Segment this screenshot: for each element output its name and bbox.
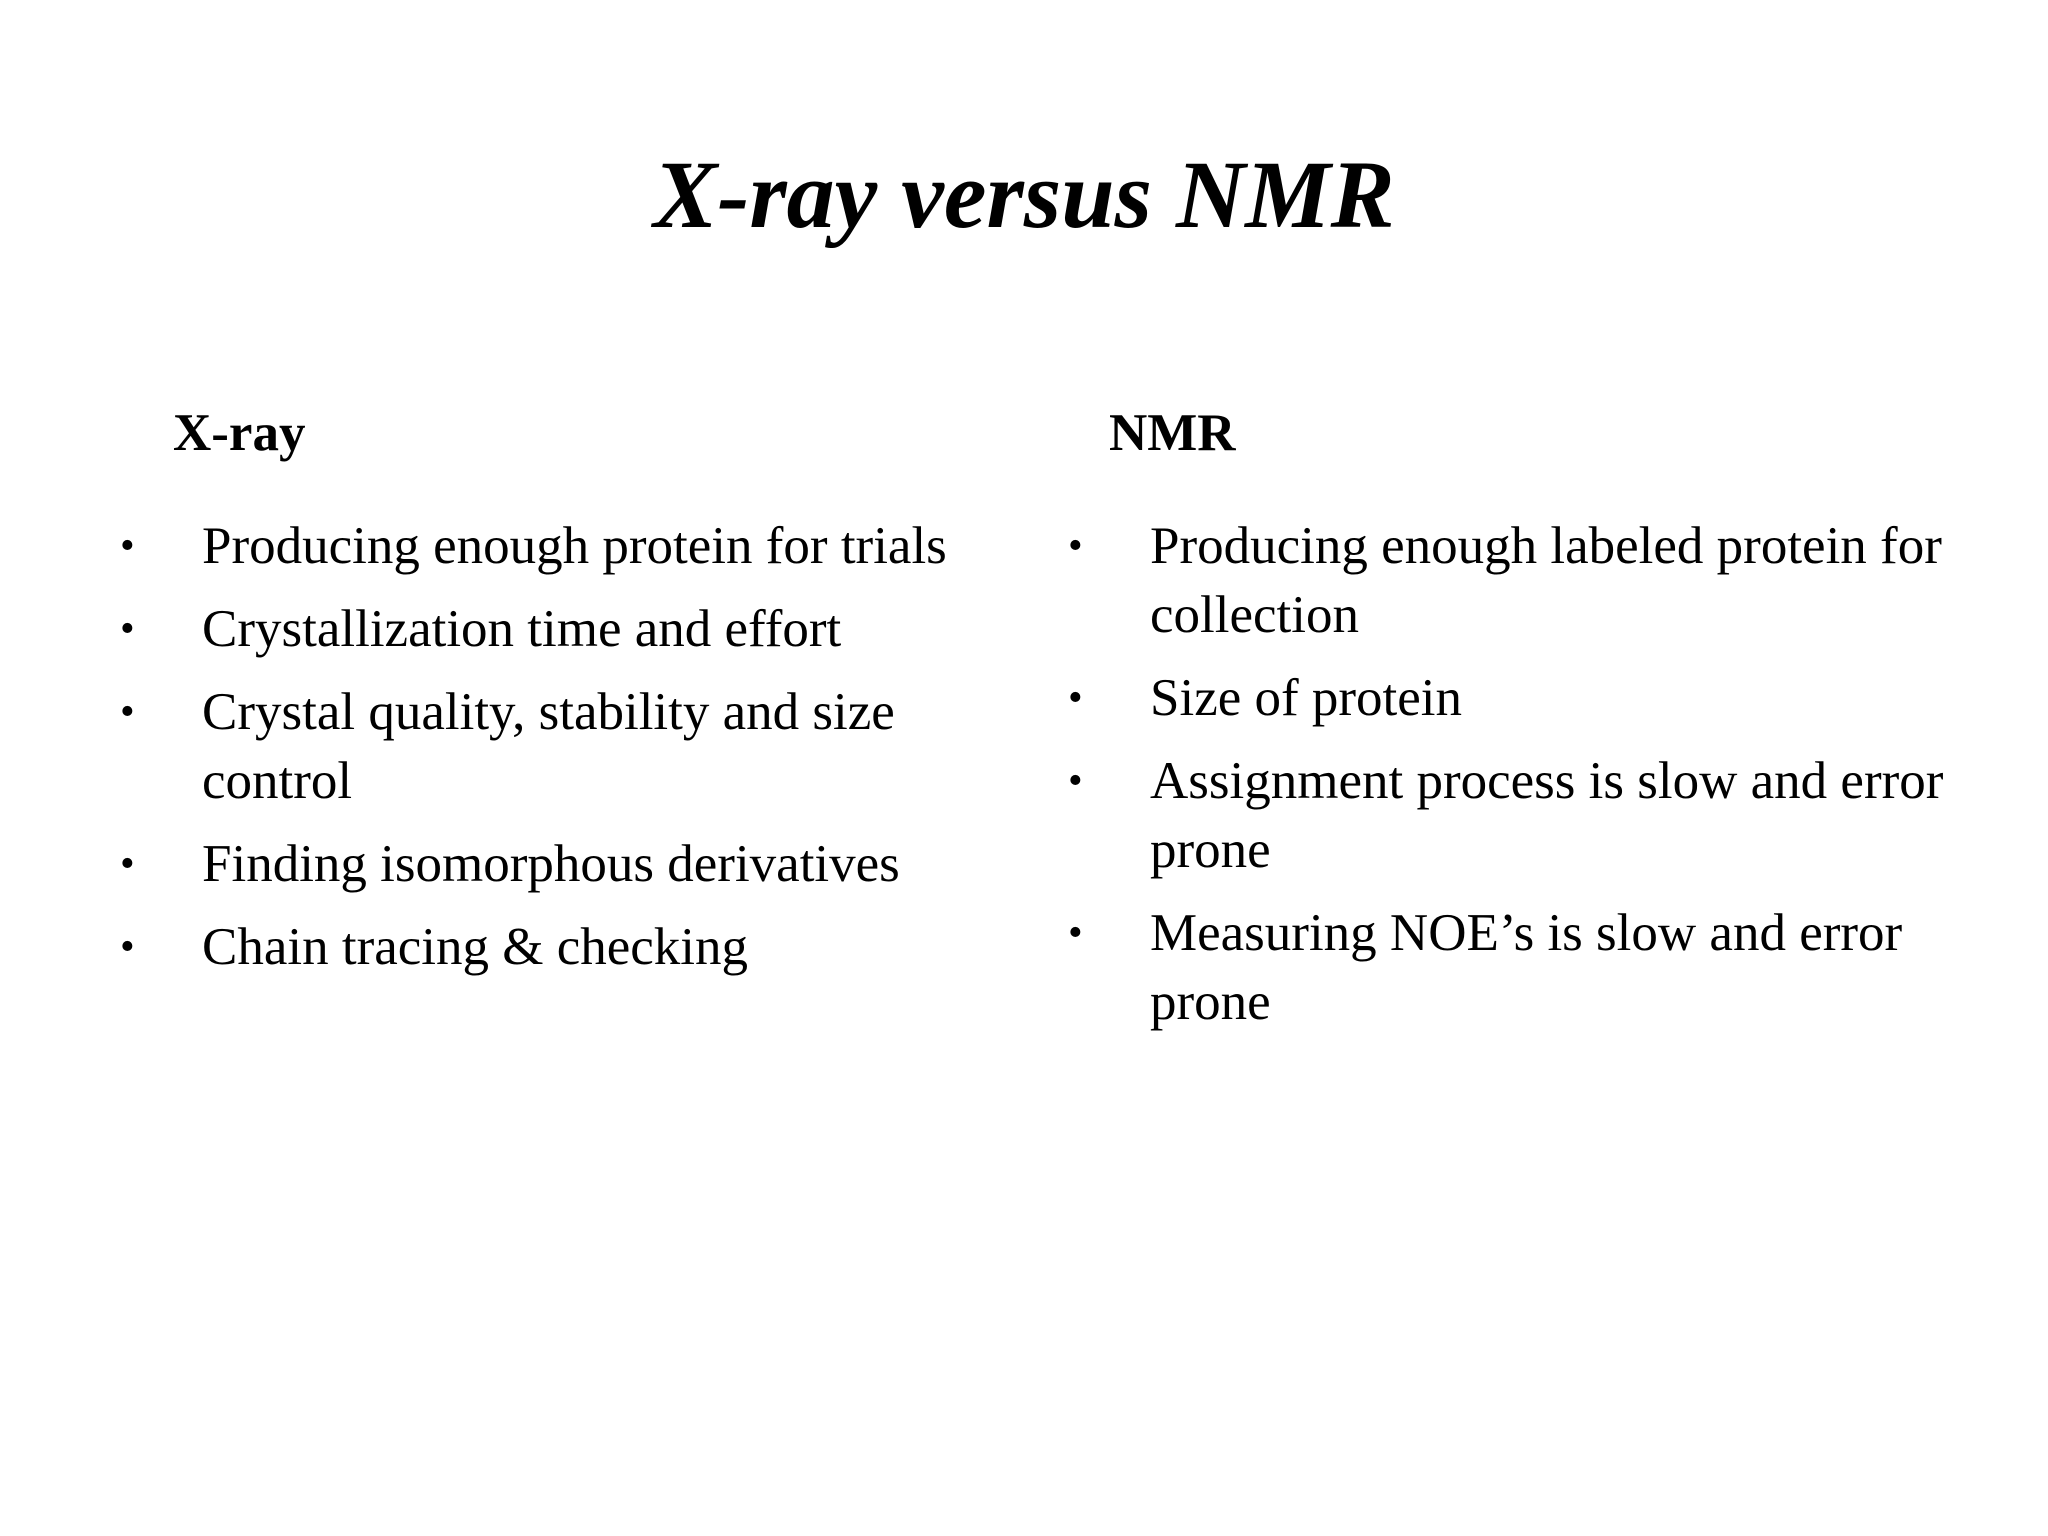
bullet-text: Producing enough labeled protein for collection	[1150, 517, 1942, 644]
bullet-text: Producing enough protein for trials	[202, 517, 947, 575]
bullet-glyph: •	[1068, 910, 1083, 956]
bullet-glyph: •	[120, 689, 135, 735]
bullet-text: Crystallization time and effort	[202, 600, 842, 658]
xray-column-heading: X-ray	[173, 404, 306, 462]
nmr-bullet-list	[1068, 512, 1968, 1051]
bullet-item	[1068, 664, 1968, 733]
nmr-column-heading: NMR	[1109, 404, 1236, 462]
bullet-glyph: •	[120, 606, 135, 652]
bullet-glyph: •	[1068, 675, 1083, 721]
bullet-glyph: •	[1068, 523, 1083, 569]
bullet-glyph: •	[120, 841, 135, 887]
bullet-item	[1068, 512, 1968, 650]
bullet-item	[120, 512, 1020, 581]
bullet-text: Measuring NOE’s is slow and error prone	[1150, 904, 1903, 1031]
bullet-text: Crystal quality, stability and size control	[202, 683, 895, 810]
bullet-glyph: •	[120, 924, 135, 970]
bullet-glyph: •	[120, 523, 135, 569]
bullet-text: Finding isomorphous derivatives	[202, 835, 900, 893]
bullet-item	[120, 913, 1020, 982]
bullet-item	[120, 595, 1020, 664]
bullet-text: Chain tracing & checking	[202, 918, 749, 976]
bullet-item	[120, 678, 1020, 816]
bullet-text: Assignment process is slow and error prone	[1150, 752, 1944, 879]
bullet-item	[120, 830, 1020, 899]
bullet-text: Size of protein	[1150, 669, 1463, 727]
bullet-item	[1068, 899, 1968, 1037]
bullet-glyph: •	[1068, 758, 1083, 804]
slide-title: X-ray versus NMR	[653, 141, 1395, 248]
bullet-item	[1068, 747, 1968, 885]
xray-bullet-list	[120, 512, 1020, 996]
